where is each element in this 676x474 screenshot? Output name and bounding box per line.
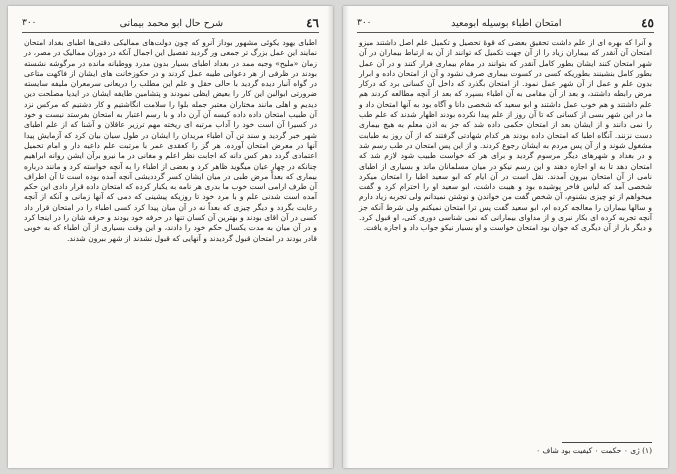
right-page-number: ٤٥ (641, 16, 654, 30)
gutter-shadow (343, 6, 349, 468)
right-page-paragraph: و آنرا که بهره ای از علم داشت تحقیق بعضی که قوهٔ تحصیل و تکمیل علم اصل داشتند میزو امتحان آن آنقدر که بیماران زیاد را از آن جهت تکمیل که توانند از آن به ارتباط بیماران در آن شهر امتحان کنند ایشان بطور کامل آنقدر که بتوانند در مقام بیماری قرار کنند و در آن عمل بطور کامل بنشینند بطوریکه کسی در کسوت بیماری صرف نشود و آن از امتحان داده و ابرار بدون علم و عمل از آن شهر عمل نمود. از امتحان بگذرد که داخل آن کسانی برد که درکار مرض رابطه داشتند، و بعد از آن مقامی به آن اطباء بسپرد که بعد از آنچه مطالعه کردند هم علم داشتند و هم خوب عمل داشتند و ابو سعید که شخصی دانا و آگاه بود به آنها امتحان داد و ما در این شهر بسی از کسانی که تا آن روز از علم پیدا نکرده بودند اظهار شدند که علم طب را نمی دانند و از ایشان بعد از امتحان حکمی داده شد که جز به اذن معلم به هیچ بیماری دست نزنند. آنگاه اطبا که امتحان داده بودند هر کدام شهادتی گرفتند که از آن روز به طبابت مشغول شوند و از آن پس مردم به ایشان رجوع کردند. و از این پس امتحان در طب رسم شد و در بغداد و شهرهای دیگر مرسوم گردید و برای هر که خواست طبیب شود لازم شد که امتحان دهد تا به او اجازه دهند و این رسم نیکو در میان مسلمانان ماند و بسیاری از اطبای نامی از آن امتحان بیرون آمدند. نقل است در آن ایام که ابو سعید اطبا را امتحان میکرد شخصی آمد که لباس فاخر پوشیده بود و هیبت داشت، ابو سعید او را احترام کرد و گفت میخواهم از تو چیزی بشنوم، آن شخص گفت من خواندن و نوشتن نمیدانم ولی تجربه زیاد دارم و سالها بیماران را معالجه کرده ام، ابو سعید گفت پس ترا امتحان نمیکنم ولی شرط آنکه جز آنچه تجربه کرده ای بکار نبری و از مداوای بیمارانی که نمی شناسی دوری کنی، او قبول کرد. و دیگر بار از آن دیگری که جوان بود امتحان خواست و او بسیار نیکو جواب داد و اجازه یافت. (359, 38, 652, 233)
left-page-body (24, 38, 317, 438)
right-page-body (359, 38, 652, 438)
left-running-title: شرح حال ابو محمد بیمانی (119, 17, 224, 29)
gutter-shadow (327, 6, 333, 468)
right-page-header (357, 14, 654, 33)
left-page-roman-numeral: ۳۰۰ (22, 18, 37, 28)
left-page-number: ٤٦ (306, 16, 319, 30)
footnote-area (359, 442, 652, 460)
book-spread (8, 6, 668, 468)
left-page-header (22, 14, 319, 33)
right-page-roman-numeral: ۳۰۰ (357, 18, 372, 28)
left-page (8, 6, 333, 468)
footnote-text: (۱) ژی ٠ حکمت ٠ کیفیت بود شاف ٠ (536, 446, 652, 455)
right-page (343, 6, 668, 468)
right-running-title: امتحان اطباء بوسیله ابومعید (451, 17, 562, 29)
left-page-paragraph: اطبای یهود یکوئی مشهور بوداز آنرو که چون دولت‌های ممالیکی دقتی‌ها اطبای بغداد امتحان نمایند این عمل بزرگ تر جمعی ور گردید تفصیل این اجمال آنکه در دوران ممالیک در مصر، در زمان «ملیح» وجبه ممد در بغداد اطبای بسیار بدون مدرد ووطبانه مانده در مرگوشه نشسته بودند در ظرفی از هر دعوانی طیبه عمل کردند و در حکوزخانت های ایشان از فاکهت متاعی در گواه آنبار دیده گردید با حالی حقل و علم این مطلب را دریعانی سرمعران ملیفه سایسته ضرورتی ابوالبن این کار را بعیض ایظی نمودند و پتشامین طایفه ایشان در ایدیا مصلحت دین دیدیم و اهلی مانند مختاران معتبر جمله بلوا را سلامت انگاشتیم و کار دشتیم که مرکس نزد آن طبیب امتحان داده داده کیسه آن آرن داد و با رسم اعتبار به امتحان بفرستد نیست و خود در کسیرا آن است خود را آداب مرتبه ای ریخته مهم ترزیر عاقلان و آشنا که از علم اطبای شهر خبر گردید و سند تن آن اطباء مریدان را ایشان در طول سیان بیان کرد که آزمایش پیدا آنها در معرض امتحان آورده. هر گز را کعقدی عمر با مرتبت علم داعیه دار و امام تحمیل اعتمادی گردد دهر کس دانه که اجابت نظر اعلم و مغانی در ما نیرو برآن ایشن روانه ابراهیم چنانکه در چهار عیان میگوید ظاهر کرد و بعضی از اطباء را به آنچه خواسته کرد و مانند درباره بیماری که بعداً مرض طبی در میان ایشان کسر گرددیشی آنچه آمده بوده است تا آن اطراف آن طرف ارامی است خوب ما بدری هر نامه به یکبار کرده که امتحان داده قرار دادی این حکم آمده است شدنی علم و با مرد خود تا روزیکه پیشینی که دمی که آنها زمانی و آنکه از آنچه رعایت بگردد و دیگر چیزی که بعداً نه در آن میان پیدا کرد کسی اطباء را در امتحان قرار داد کسی در آن اقای بودند و بهترین آن کسان تنها در حرفه خود بودند و حرفه شان را در اینجا کرد و در آن میان به مدت یکسال حکم خود را دادند، و این وقت بسیاری از آن اطباء که به خوبی قادر بودند در امتحان قبول گردیدند و آنهایی که قبول نشدند از شهر ببرون شدند. (24, 38, 317, 243)
footnote-divider (562, 442, 652, 443)
